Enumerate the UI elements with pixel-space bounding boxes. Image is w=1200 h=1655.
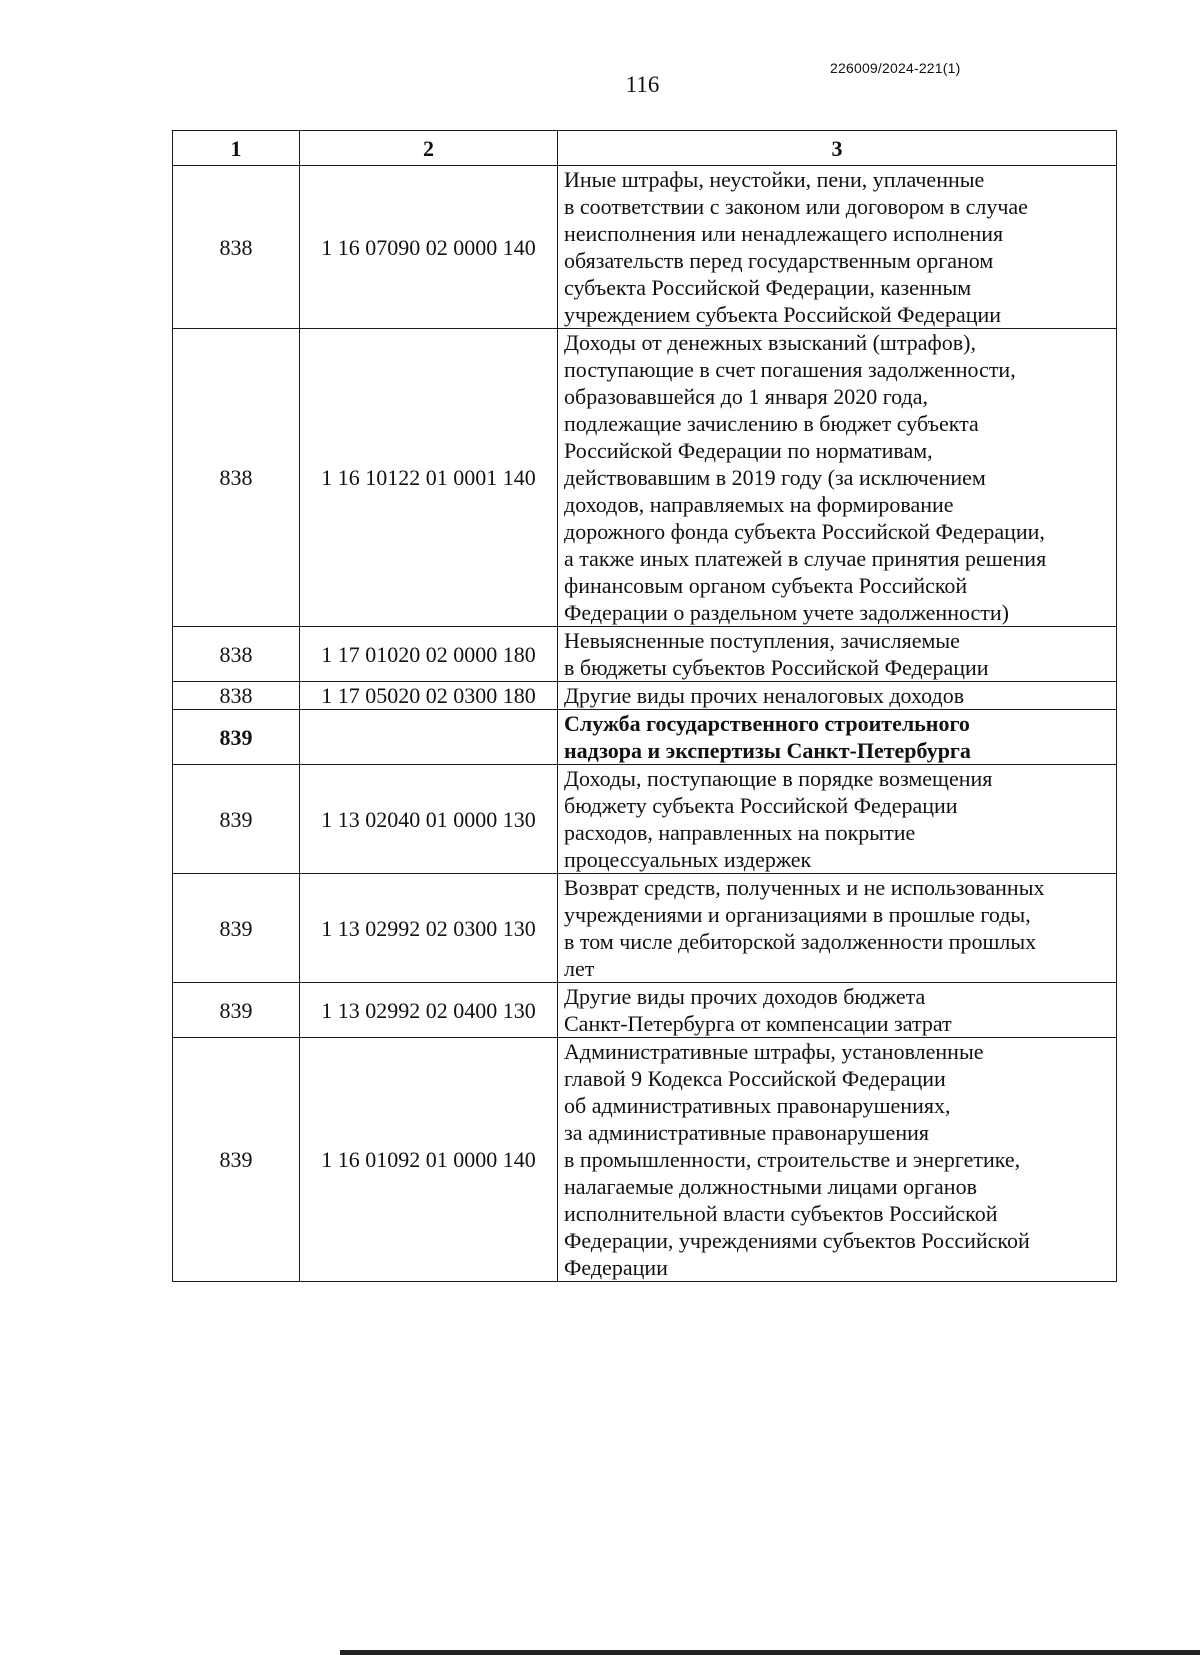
- description-line: бюджету субъекта Российской Федерации: [564, 793, 958, 818]
- description-line: неисполнения или ненадлежащего исполнения: [564, 221, 1004, 246]
- description-line: подлежащие зачислению в бюджет субъекта: [564, 411, 979, 436]
- description-line: за административные правонарушения: [564, 1120, 929, 1145]
- description-line: в соответствии с законом или договором в случае: [564, 194, 1028, 219]
- description-line: действовавшим в 2019 году (за исключением: [564, 465, 986, 490]
- description-line: Возврат средств, полученных и не использованных: [564, 875, 1045, 900]
- description-line: финансовым органом субъекта Российской: [564, 573, 968, 598]
- revenue-code-cell: 1 13 02992 02 0400 130: [300, 983, 558, 1038]
- description-line: надзора и экспертизы Санкт-Петербурга: [564, 738, 971, 763]
- revenue-code-cell: 1 13 02040 01 0000 130: [300, 765, 558, 874]
- description-line: лет: [564, 956, 595, 981]
- revenue-description-cell: [558, 983, 1117, 1038]
- revenue-description-cell: [558, 682, 1117, 710]
- revenue-code-cell: 1 16 01092 01 0000 140: [300, 1038, 558, 1282]
- revenue-description-cell: [558, 710, 1117, 765]
- admin-code-cell: 839: [173, 874, 300, 983]
- description-line: поступающие в счет погашения задолженности,: [564, 357, 1016, 382]
- revenue-description-cell: [558, 874, 1117, 983]
- table-row: [173, 983, 1117, 1038]
- scan-bottom-edge: [340, 1650, 1200, 1655]
- revenue-code-cell: 1 16 07090 02 0000 140: [300, 166, 558, 329]
- description-line: в бюджеты субъектов Российской Федерации: [564, 655, 989, 680]
- admin-code-cell: 839: [173, 983, 300, 1038]
- table-row: [173, 1038, 1117, 1282]
- revenue-code-cell: 1 17 05020 02 0300 180: [300, 682, 558, 710]
- table-row: [173, 682, 1117, 710]
- table-section-row: [173, 710, 1117, 765]
- admin-code-cell: 839: [173, 765, 300, 874]
- table-row: [173, 627, 1117, 682]
- admin-code-cell: 838: [173, 682, 300, 710]
- admin-code-cell: 838: [173, 166, 300, 329]
- description-line: Другие виды прочих доходов бюджета: [564, 984, 926, 1009]
- description-line: учреждениями и организациями в прошлые годы,: [564, 902, 1031, 927]
- admin-code-cell: 838: [173, 627, 300, 682]
- description-line: Доходы от денежных взысканий (штрафов),: [564, 330, 976, 355]
- description-line: Невыясненные поступления, зачисляемые: [564, 628, 960, 653]
- description-line: учреждением субъекта Российской Федерации: [564, 302, 1002, 327]
- description-line: налагаемые должностными лицами органов: [564, 1174, 977, 1199]
- description-line: в промышленности, строительстве и энергетике,: [564, 1147, 1021, 1172]
- revenue-description-cell: [558, 166, 1117, 329]
- table-row: [173, 874, 1117, 983]
- revenue-description-cell: [558, 1038, 1117, 1282]
- revenue-code-cell: 1 16 10122 01 0001 140: [300, 329, 558, 627]
- description-line: исполнительной власти субъектов Российской: [564, 1201, 998, 1226]
- description-line: главой 9 Кодекса Российской Федерации: [564, 1066, 946, 1091]
- table-body: [173, 131, 1117, 1282]
- revenue-code-cell: 1 17 01020 02 0000 180: [300, 627, 558, 682]
- description-line: обязательств перед государственным органом: [564, 248, 994, 273]
- description-line: Федерации: [564, 1255, 668, 1280]
- description-line: Служба государственного строительного: [564, 711, 970, 736]
- revenue-description-cell: [558, 765, 1117, 874]
- description-line: а также иных платежей в случае принятия решения: [564, 546, 1047, 571]
- admin-code-cell: 839: [173, 1038, 300, 1282]
- description-line: Российской Федерации по нормативам,: [564, 438, 933, 463]
- description-line: Иные штрафы, неустойки, пени, уплаченные: [564, 167, 985, 192]
- table-row: [173, 166, 1117, 329]
- description-line: процессуальных издержек: [564, 847, 812, 872]
- description-line: субъекта Российской Федерации, казенным: [564, 275, 972, 300]
- revenue-code-cell: [300, 710, 558, 765]
- table-header-row: [173, 131, 1117, 166]
- description-line: доходов, направляемых на формирование: [564, 492, 954, 517]
- budget-revenue-table: [172, 130, 1117, 1282]
- table-row: [173, 329, 1117, 627]
- description-line: дорожного фонда субъекта Российской Федерации,: [564, 519, 1045, 544]
- description-line: Административные штрафы, установленные: [564, 1039, 984, 1064]
- column-header-2: 2: [300, 131, 558, 166]
- description-line: Другие виды прочих неналоговых доходов: [564, 683, 965, 708]
- document-code: 226009/2024-221(1): [830, 60, 961, 76]
- admin-code-cell: 838: [173, 329, 300, 627]
- revenue-description-cell: [558, 329, 1117, 627]
- page-number: 116: [625, 72, 660, 97]
- revenue-code-cell: 1 13 02992 02 0300 130: [300, 874, 558, 983]
- admin-code-cell: 839: [173, 710, 300, 765]
- description-line: Санкт-Петербурга от компенсации затрат: [564, 1011, 952, 1036]
- description-line: об административных правонарушениях,: [564, 1093, 951, 1118]
- description-line: в том числе дебиторской задолженности прошлых: [564, 929, 1037, 954]
- description-line: Федерации о раздельном учете задолженности): [564, 600, 1009, 625]
- column-header-1: 1: [173, 131, 300, 166]
- table-row: [173, 765, 1117, 874]
- description-line: Доходы, поступающие в порядке возмещения: [564, 766, 993, 791]
- column-header-3: 3: [558, 131, 1117, 166]
- revenue-description-cell: [558, 627, 1117, 682]
- description-line: Федерации, учреждениями субъектов Российской: [564, 1228, 1030, 1253]
- description-line: образовавшейся до 1 января 2020 года,: [564, 384, 928, 409]
- description-line: расходов, направленных на покрытие: [564, 820, 916, 845]
